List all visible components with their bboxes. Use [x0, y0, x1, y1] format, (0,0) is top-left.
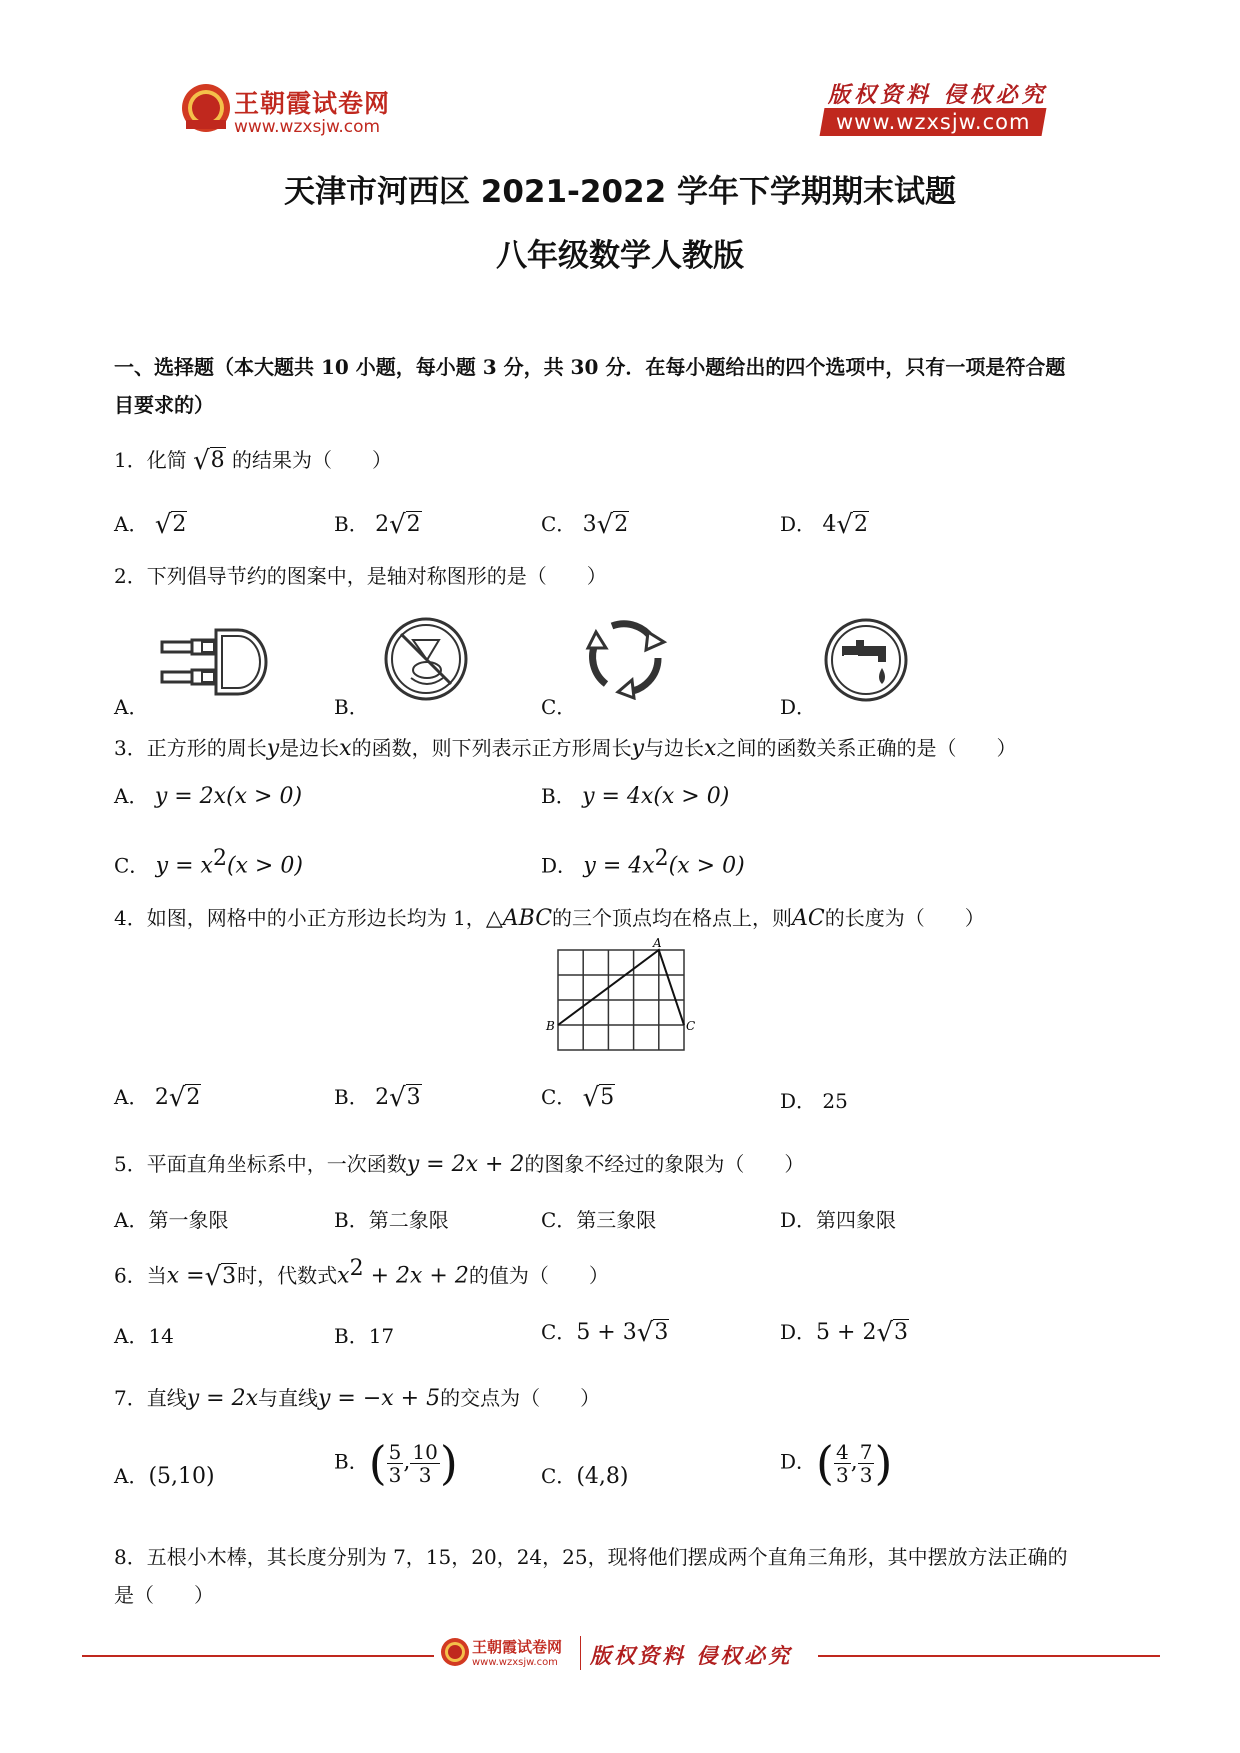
q1-option-b[interactable]: B． 2√2	[334, 510, 421, 540]
triangle-abc	[558, 950, 684, 1025]
q1-suffix: 的结果为（ ）	[232, 448, 393, 472]
vertex-label-b: B	[546, 1019, 555, 1033]
footer-divider	[580, 1636, 581, 1670]
footer-rule-left	[82, 1655, 434, 1657]
q6-option-b[interactable]: B．17	[334, 1324, 395, 1348]
q7-option-c[interactable]: C．(4,8)	[541, 1464, 629, 1489]
footer-brand	[472, 1636, 562, 1668]
q6-option-a[interactable]: A．14	[114, 1324, 174, 1348]
q1-option-c[interactable]: C． 3√2	[541, 510, 629, 540]
q2-option-a[interactable]: A．	[114, 695, 149, 719]
q4-option-b[interactable]: B． 2√3	[334, 1083, 421, 1113]
header-url-banner[interactable]	[820, 108, 1047, 136]
header-url-banner-text: www.wzxsjw.com	[836, 110, 1031, 134]
q5-option-d[interactable]: D．第四象限	[780, 1208, 897, 1232]
question-7: 7．直线y = 2x与直线y = −x + 5的交点为（ ）	[114, 1386, 601, 1411]
brand-seal-icon	[180, 82, 232, 134]
recycle-icon	[582, 612, 670, 700]
question-5: 5．平面直角坐标系中，一次函数y = 2x + 2的图象不经过的象限为（ ）	[114, 1152, 805, 1177]
header-slogan: 版权资料 侵权必究	[828, 82, 1048, 108]
q6-option-d[interactable]: D．5 + 2√3	[780, 1318, 909, 1348]
q6-option-c[interactable]: C．5 + 3√3	[541, 1318, 669, 1348]
footer-logo	[440, 1637, 470, 1671]
q7-option-a[interactable]: A．(5,10)	[114, 1464, 215, 1489]
q2-figure-a	[158, 622, 270, 706]
brand-seal-icon	[440, 1637, 470, 1667]
no-food-icon	[383, 614, 469, 704]
question-3: 3．正方形的周长y是边长x的函数，则下列表示正方形周长y与边长x之间的函数关系正确的是（ ）	[114, 736, 1017, 761]
q2-option-c[interactable]: C．	[541, 695, 577, 719]
q3-option-b[interactable]: B． y = 4x(x > 0)	[541, 784, 730, 809]
q4-option-c[interactable]: C． √5	[541, 1083, 615, 1113]
q5-option-b[interactable]: B．第二象限	[334, 1208, 449, 1232]
footer-brand-url[interactable]: www.wzxsjw.com	[472, 1657, 558, 1668]
footer-rule-right	[818, 1655, 1160, 1657]
q4-grid-figure	[540, 936, 700, 1064]
footer-brand-name: 王朝霞试卷网	[472, 1638, 563, 1656]
q2-option-b[interactable]: B．	[334, 695, 369, 719]
vertex-label-a: A	[653, 936, 662, 950]
q5-option-a[interactable]: A．第一象限	[114, 1208, 229, 1232]
question-2: 2．下列倡导节约的图案中，是轴对称图形的是（ ）	[114, 564, 607, 588]
section-heading-line1: 一、选择题（本大题共 10 小题，每小题 3 分，共 30 分．在每小题给出的四个选项中，只有一项是符合题	[114, 355, 1066, 379]
water-tap-icon	[822, 616, 910, 704]
q4-option-a[interactable]: A． 2√2	[114, 1083, 201, 1113]
q7-option-b[interactable]: B．( $\frac{5}{3}$ , $\frac{10}{3}$ )	[334, 1436, 458, 1490]
q2-figure-b	[383, 614, 469, 708]
question-4: 4．如图，网格中的小正方形边长均为 1，△ABC的三个顶点均在格点上，则AC的长度为（ ）	[114, 906, 985, 931]
question-1	[114, 444, 392, 476]
q5-option-c[interactable]: C．第三象限	[541, 1208, 657, 1232]
vertex-label-c: C	[686, 1019, 696, 1033]
q1-sqrt: √8	[193, 446, 225, 476]
q2-figure-d	[822, 616, 910, 708]
footer-slogan: 版权资料 侵权必究	[590, 1643, 793, 1668]
q3-option-a[interactable]: A． y = 2x(x > 0)	[114, 784, 303, 809]
plug-icon	[158, 622, 270, 702]
section-heading	[114, 348, 1134, 424]
q1-prefix: 1．化简	[114, 448, 187, 472]
header-brand-url[interactable]: www.wzxsjw.com	[234, 117, 381, 137]
question-6: 6．当x =√3时，代数式$x^2 + 2x + 2$的值为（ ）	[114, 1256, 609, 1292]
header-brand-name: 王朝霞试卷网	[234, 89, 391, 118]
q3-option-d[interactable]: D． $y = 4x^2(x > 0)$	[541, 846, 745, 879]
section-heading-line2: 目要求的）	[114, 393, 214, 417]
q7-option-d[interactable]: D．( $\frac{4}{3}$ , $\frac{7}{3}$ )	[780, 1436, 893, 1490]
question-8	[114, 1538, 1068, 1614]
q3-option-c[interactable]: C． $y = x^2(x > 0)$	[114, 846, 303, 879]
q2-figure-c	[582, 612, 670, 704]
exam-title: 天津市河西区 2021-2022 学年下学期期末试题	[283, 174, 956, 210]
q1-option-d[interactable]: D． 4√2	[780, 510, 868, 540]
header-logo	[180, 82, 232, 138]
exam-subtitle: 八年级数学人教版	[496, 238, 744, 274]
grid-lines	[558, 950, 684, 1050]
q4-option-d[interactable]: D． 25	[780, 1089, 848, 1113]
q1-option-a[interactable]: A． √2	[114, 510, 187, 540]
q2-option-d[interactable]: D．	[780, 695, 817, 719]
q8-line2: 是（ ）	[114, 1583, 214, 1607]
q8-line1: 8．五根小木棒，其长度分别为 7，15，20，24，25，现将他们摆成两个直角三角形，其中摆放方法正确的	[114, 1545, 1068, 1569]
